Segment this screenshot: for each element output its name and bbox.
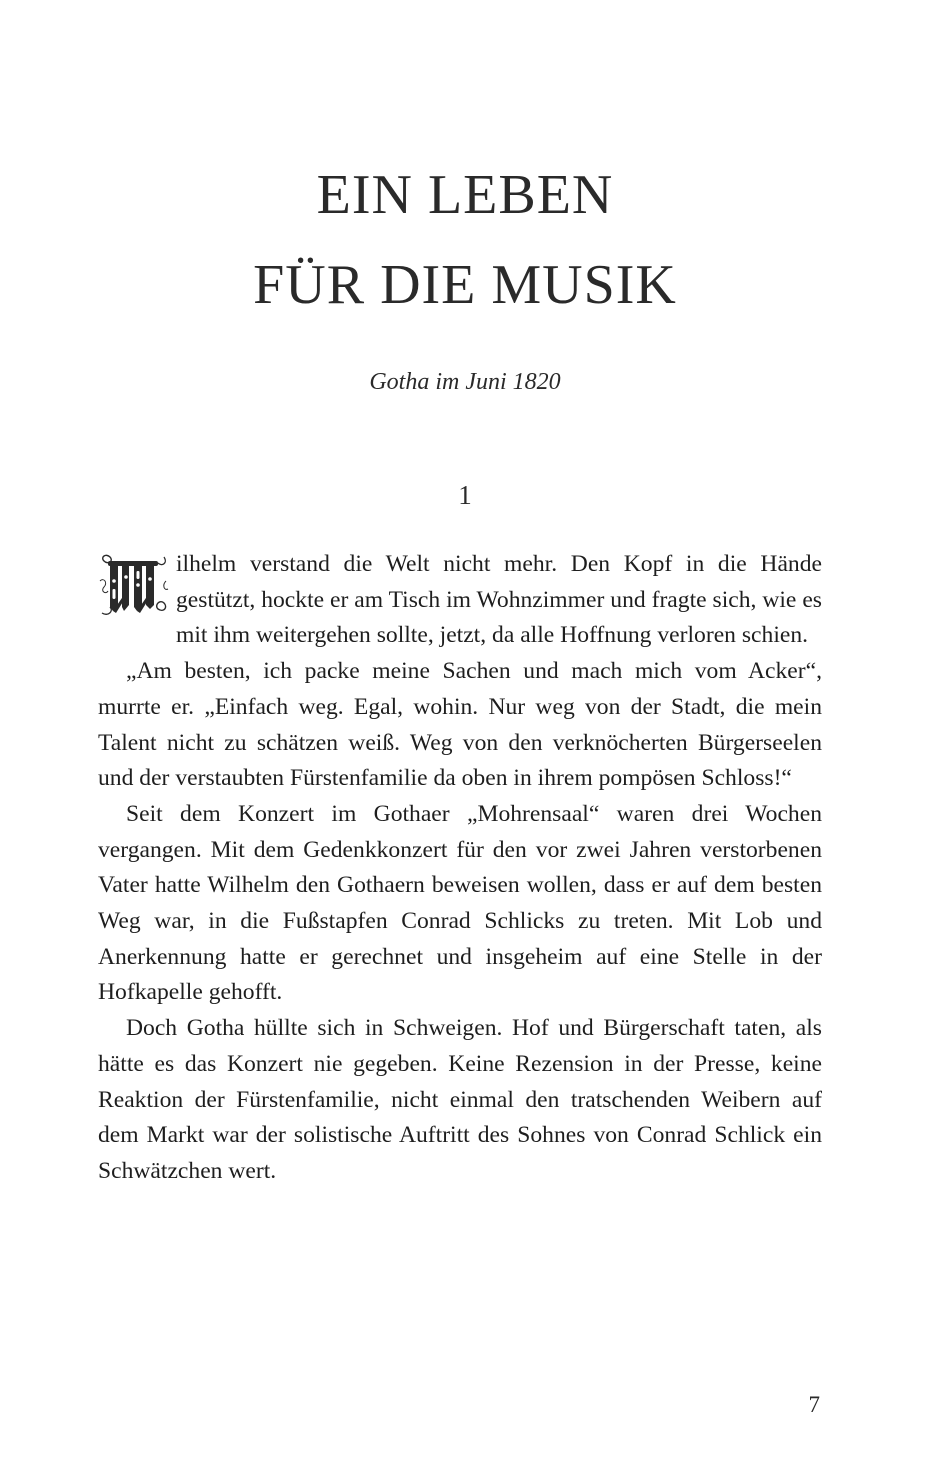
paragraph-4: Doch Gotha hüllte sich in Schweigen. Hof und Bürgerschaft taten, als hätte es das Konzert nie gegeben. Keine Rezension in der Presse, keine Reaktion der Fürstenfamilie, nicht einmal den tratschenden Weibern auf dem Markt war der solistische Auftritt des Sohnes von Conrad Schlick ein Schwätzchen wert. bbox=[98, 1015, 822, 1184]
page-number: 7 bbox=[808, 1392, 820, 1417]
paragraph-3: Seit dem Konzert im Gothaer „Mohrensaal“ waren drei Wochen vergangen. Mit dem Gedenkkonzert für den vor zwei Jahren verstorbenen Vater hatte Wilhelm den Gothaern beweisen wollen, dass er auf dem besten Weg war, in die Fußstapfen Conrad Schlicks zu treten. Mit Lob und Anerkennung hatte er gerechnet und insgeheim auf eine Stelle in der Hofkapelle gehofft. bbox=[98, 800, 822, 1006]
paragraph-2: „Am besten, ich packe meine Sachen und mach mich vom Acker“, murrte er. „Einfach weg. Egal, wohin. Nur weg von der Stadt, die mein Talent nicht zu schätzen weiß. Weg von den verknöcherten Bürgerseelen und der verstaubten Fürstenfamilie da oben in ihrem pompösen Schloss!“ bbox=[98, 658, 822, 792]
dropcap-letter bbox=[176, 547, 177, 548]
dropcap-w-ornament bbox=[98, 551, 170, 619]
paragraph-1-text: ilhelm verstand die Welt nicht mehr. Den Kopf in die Hände gestützt, hockte er am Tisch im Wohnzimmer und fragte sich, wie es mit ihm weitergehen sollte, jetzt, da alle Hoffnung verloren schien. bbox=[176, 551, 822, 649]
chapter-title bbox=[0, 150, 930, 330]
place-date-subtitle: Gotha im Juni 1820 bbox=[369, 369, 561, 395]
chapter-title-line-2: FÜR DIE MUSIK bbox=[253, 254, 677, 316]
section-number: 1 bbox=[458, 480, 472, 510]
body-text bbox=[98, 547, 822, 1190]
paragraph-1 bbox=[98, 547, 822, 654]
chapter-title-line-1: EIN LEBEN bbox=[316, 164, 614, 226]
